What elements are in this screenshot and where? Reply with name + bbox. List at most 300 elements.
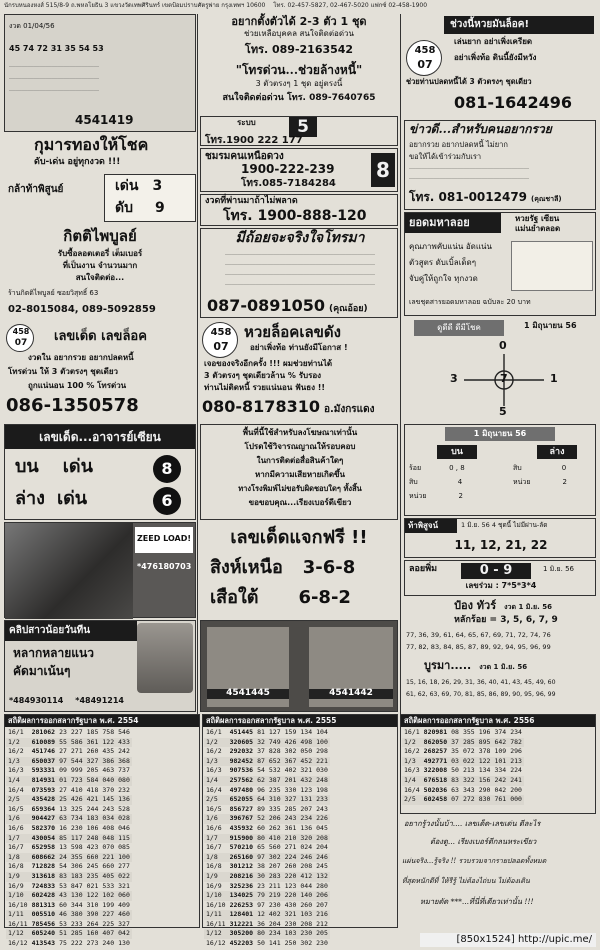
- kitti-address: ร้านกิตติไพบูลย์ ซอยวิสุทธิ์ 63: [8, 289, 99, 297]
- lock-body: อย่าเพิ่งท้อ ท่านยังมีโอกาส !: [250, 343, 348, 352]
- table-cell: 712828: [31, 862, 56, 871]
- table-row: [6, 738, 132, 748]
- table-cell: 320605: [229, 737, 254, 746]
- table-cell: 1/9: [6, 872, 30, 882]
- table-cell: 598: [70, 843, 83, 852]
- table-cell: 37: [451, 737, 459, 746]
- table-cell: 96: [257, 785, 265, 794]
- table-cell: 723: [70, 775, 83, 784]
- lock-phone: 080-8178310: [202, 397, 320, 416]
- zeed-logo: [135, 527, 193, 553]
- table-cell: 758: [102, 728, 115, 736]
- table-cell: 1/2: [204, 738, 228, 748]
- disclaimer-box: [200, 424, 398, 520]
- table-cell: 277: [118, 862, 130, 871]
- table-cell: 219: [268, 891, 281, 900]
- table-row: [204, 882, 330, 892]
- table-row: [204, 872, 330, 882]
- lucky-formula: เลขร่วม : 7*5*3*4: [465, 581, 537, 590]
- nuak-phone: โทร. 1900-888-120: [223, 208, 367, 224]
- table-cell: 042: [118, 929, 130, 938]
- table-cell: 430054: [31, 833, 56, 842]
- promo-photo: [5, 523, 133, 619]
- table-cell: 306: [70, 862, 83, 871]
- table-cell: 302: [300, 939, 313, 948]
- table-cell: 23: [257, 881, 265, 890]
- table-cell: 814931: [31, 775, 56, 784]
- table-cell: 1/4: [6, 776, 30, 786]
- stat-lang-sib: 0: [561, 464, 567, 472]
- table-cell: 122: [102, 737, 115, 746]
- table-row: [402, 747, 524, 757]
- table-cell: 245: [86, 862, 99, 871]
- table-cell: 206: [268, 814, 281, 823]
- table-cell: 380: [70, 910, 83, 919]
- clip-promo-photo: [137, 623, 193, 693]
- table-cell: 183: [86, 814, 99, 823]
- table-row: [204, 728, 330, 738]
- table-cell: 325236: [229, 881, 254, 890]
- table-cell: 782: [510, 737, 522, 746]
- table-row: [402, 776, 524, 786]
- lotto-numbers: 45 74 72 31 35 54 53: [9, 44, 104, 53]
- table-cell: 232: [118, 785, 130, 794]
- col2-top-line2: ช่วยเหลือบุคคล สนใจติดต่อด่วน: [243, 29, 355, 38]
- table-cell: 51: [59, 929, 67, 938]
- table-cell: 405: [102, 871, 115, 880]
- table-cell: 378: [478, 747, 491, 756]
- table-cell: 1/7: [6, 834, 30, 844]
- table-row: [402, 728, 524, 738]
- table-cell: 292032: [229, 747, 254, 756]
- table-cell: 452: [300, 756, 313, 765]
- table-cell: 460: [118, 910, 130, 919]
- table-cell: 230: [300, 929, 313, 938]
- table-cell: 321: [284, 910, 297, 919]
- kumarn-subtitle: ดับ-เด่น อยู่ทุกงวด !!!: [34, 157, 121, 167]
- table-cell: 205: [86, 766, 99, 775]
- table-cell: 1/3: [402, 757, 422, 767]
- table-cell: 235: [268, 785, 281, 794]
- table-cell: 123: [300, 785, 313, 794]
- table-row: [6, 920, 132, 930]
- table-cell: 584: [86, 775, 99, 784]
- table-cell: 211: [268, 881, 281, 890]
- table-cell: 034: [102, 814, 115, 823]
- stats-table-title: สถิติผลการออกสลากรัฐบาล พ.ศ. 2554: [5, 715, 199, 727]
- handwritten-line1: อยากรู้วงนั้นบ้า.... เลขเด็ด-เลขเด่น ดีละไร: [404, 819, 541, 828]
- table-cell: 136: [118, 795, 130, 804]
- sms-promo-card-1: [207, 627, 289, 707]
- table-row: [204, 891, 330, 901]
- table-cell: 828: [268, 747, 281, 756]
- col3-top-label: ช่วงนี้หวยมันล็อค!: [444, 16, 594, 34]
- table-cell: 65: [257, 843, 265, 852]
- table-cell: 117: [70, 833, 83, 842]
- table-cell: 16/9: [206, 881, 222, 890]
- table-cell: 608662: [31, 852, 56, 861]
- achan-den-label: เด่น: [56, 488, 88, 509]
- table-cell: 37: [257, 747, 265, 756]
- handwritten-box: [400, 816, 596, 928]
- table-cell: 213: [510, 756, 522, 765]
- table-cell: 80: [257, 833, 265, 842]
- stat-date-banner: 1 มิถุนายน 56: [445, 427, 555, 441]
- lotto-date: งวด 01/04/56: [9, 22, 55, 30]
- big5-number-box: [289, 117, 317, 137]
- lotto-result-box: งวด 01/04/56 45 74 72 31 35 54 53 ……………………………………… ……………………………………… ……………………………………… 4541419: [4, 14, 196, 132]
- table-cell: 1/3: [204, 757, 228, 767]
- lock-name: อ.มังกรแดง: [323, 404, 375, 415]
- table-cell: 245: [316, 862, 328, 871]
- table-cell: 109: [494, 747, 507, 756]
- table-cell: 1/7: [204, 834, 228, 844]
- table-cell: 216: [316, 910, 328, 919]
- table-cell: 16/11: [8, 919, 28, 928]
- table-cell: 141: [268, 939, 281, 948]
- table-cell: 226: [316, 814, 328, 823]
- free-title: เลขเด็ดแจกฟรี !!: [230, 527, 368, 548]
- dudee-date: 1 มิถุนายน 56: [524, 321, 577, 330]
- table-cell: 605240: [31, 929, 56, 938]
- lotto-phone: 4541419: [75, 113, 134, 127]
- stat-sib-label: สิบ: [513, 464, 522, 472]
- table-cell: 16/3: [206, 766, 222, 775]
- table-cell: 27: [59, 785, 67, 794]
- table-cell: 387: [268, 775, 281, 784]
- table-cell: 1/2: [402, 738, 422, 748]
- disclaimer-line4: หากมีความเสียหายเกิดขึ้น: [255, 470, 345, 479]
- table-cell: 16/1: [8, 728, 24, 736]
- table-cell: 199: [102, 900, 115, 909]
- table-cell: 240: [102, 939, 115, 948]
- table-cell: 83: [451, 775, 459, 784]
- stats-table-body: [204, 728, 330, 949]
- achan-bon-circle: [153, 455, 181, 483]
- table-cell: 50: [257, 939, 265, 948]
- table-cell: 544: [70, 756, 83, 765]
- table-cell: 652: [268, 756, 281, 765]
- kitti-body3: สนใจติดต่อ...: [75, 273, 125, 282]
- table-cell: 206: [316, 891, 328, 900]
- table-cell: 89: [257, 804, 265, 813]
- table-cell: 024: [300, 843, 313, 852]
- stat-nuay-label: หน่วย: [409, 492, 427, 500]
- table-cell: 52: [257, 814, 265, 823]
- table-cell: 16/6: [8, 823, 24, 832]
- den-value: 3: [152, 178, 163, 194]
- table-row: [402, 795, 524, 805]
- table-cell: 16/6: [206, 823, 222, 832]
- table-cell: 09: [59, 766, 67, 775]
- table-cell: 497480: [229, 785, 254, 794]
- table-cell: 264: [86, 919, 99, 928]
- table-cell: 230: [70, 823, 83, 832]
- table-row: [402, 738, 524, 748]
- table-cell: 234: [268, 929, 281, 938]
- lock-body2: เจอของจริงอีกครั้ง !!! ผมช่วยท่านได้: [204, 359, 333, 368]
- table-cell: 073593: [31, 785, 56, 794]
- table-row: [204, 920, 330, 930]
- table-cell: 005510: [31, 910, 56, 919]
- table-cell: 271: [284, 843, 297, 852]
- led-body: งวดใน อยากรวย อยากปลดหนี้: [28, 353, 134, 362]
- table-cell: 97: [59, 756, 67, 765]
- table-cell: 130: [70, 891, 83, 900]
- pong-row2: 77, 82, 83, 84, 85, 87, 89, 92, 94, 95, 96, 99: [406, 643, 551, 651]
- table-cell: 413543: [31, 939, 56, 948]
- table-row: [204, 929, 330, 939]
- table-cell: 16/7: [8, 843, 24, 852]
- table-cell: 16/12: [206, 939, 226, 948]
- masthead-address: นักรบหนองหงส์ 515/8-9 ถ.พหลโยธิน 3 แขวงวัดเทพศิรินทร์ เขตป้อมปราบศัตรูพ่าย กรุงเทพฯ 10600: [4, 2, 266, 9]
- big5-phone: โทร.1900 222 177: [205, 135, 303, 146]
- table-cell: 54: [257, 766, 265, 775]
- yod-footer: เลขชุดสารยอดมหาลอย ฉบับละ 20 บาท: [409, 298, 531, 306]
- table-cell: 546: [118, 728, 130, 736]
- table-cell: 103: [284, 929, 297, 938]
- pong-row1: 77, 36, 39, 61, 64, 65, 67, 69, 71, 72, 74, 76: [406, 631, 551, 639]
- masthead-phones: โทร. 02-457-5827, 02-467-5020 แฟกซ์ 02-458-1900: [273, 2, 428, 9]
- table-cell: 16/8: [8, 862, 24, 871]
- table-cell: 1/2: [6, 738, 30, 748]
- table-cell: 407: [102, 929, 115, 938]
- free-row1-value: 3-6-8: [302, 557, 356, 578]
- disclaimer-line3: ในการติดต่อสื่อสินค้าใดๆ: [256, 456, 344, 465]
- free-row1-label: สิงห์เหนือ: [210, 557, 283, 578]
- table-row: [204, 795, 330, 805]
- table-row: [6, 834, 132, 844]
- table-cell: 312221: [229, 919, 254, 928]
- table-cell: 390: [86, 910, 99, 919]
- table-cell: 862050: [423, 737, 448, 746]
- free-numbers-box: [200, 524, 398, 618]
- table-row: [204, 747, 330, 757]
- khao-body: อยากรวย อยากปลดหนี้ ไม่ยาก: [409, 140, 508, 149]
- stats-table-2556: [400, 714, 596, 814]
- table-cell: 260: [86, 747, 99, 756]
- table-cell: 370: [102, 785, 115, 794]
- table-row: [6, 776, 132, 786]
- table-row: [6, 872, 132, 882]
- table-cell: 16/3: [8, 766, 24, 775]
- pises-box: [404, 518, 596, 558]
- khao-phone: โทร. 081-0012479: [409, 190, 528, 204]
- table-cell: 208: [300, 862, 313, 871]
- zeed-code: *476180703: [137, 562, 192, 571]
- table-cell: 16/5: [8, 804, 24, 813]
- disclaimer-line1: พื้นที่นี้ใช้สำหรับลงโฆษณาเท่านั้น: [242, 428, 358, 437]
- stat-bon-sib: 4: [457, 478, 463, 486]
- col3-top-badge-bottom: 07: [417, 58, 433, 71]
- table-cell: 724833: [31, 881, 56, 890]
- table-cell: 408: [102, 823, 115, 832]
- led-title: เลขเด็ด เลขล็อค: [54, 329, 147, 344]
- kumarn-name: กล้าท้าพิสูนย์: [8, 184, 64, 195]
- lock-body4: ท่านไม่ติดหนี้ รวยแน่นอน ฟันธง !!: [204, 383, 326, 392]
- table-cell: 355: [462, 728, 475, 736]
- table-cell: 610089: [31, 737, 56, 746]
- table-cell: 75: [59, 939, 67, 948]
- sms-phone-1: 4541445: [207, 689, 289, 699]
- led-body3: ถูกแน่นอน 100 % โทรด่วน: [28, 381, 127, 390]
- table-cell: 128401: [229, 910, 254, 919]
- stat-lang-nuay: 2: [562, 478, 567, 486]
- kumarn-title: กุมารทองให้โชค: [34, 135, 149, 154]
- table-cell: 676518: [423, 775, 448, 784]
- table-cell: 225: [102, 919, 115, 928]
- handwritten-line3: แผ่นจริง...รู้จริง !! รวบรวมจากรายปลอดทั้งหมด: [402, 857, 547, 865]
- table-cell: 204: [316, 843, 328, 852]
- table-cell: 03: [451, 756, 459, 765]
- table-cell: 221: [316, 756, 328, 765]
- table-cell: 042: [494, 785, 507, 794]
- table-cell: 310: [86, 900, 99, 909]
- table-cell: 830: [478, 795, 491, 804]
- table-cell: 196: [478, 728, 491, 736]
- table-cell: 24: [59, 852, 67, 861]
- footer-url[interactable]: [850x1524] http://upic.me/: [420, 933, 596, 947]
- table-cell: 402: [284, 766, 297, 775]
- table-cell: 050: [300, 747, 313, 756]
- sms-promo-box: [200, 620, 398, 712]
- table-cell: 243: [102, 804, 115, 813]
- diagram-left: 3: [450, 372, 458, 385]
- pises-numbers: 11, 12, 21, 22: [454, 538, 548, 552]
- table-cell: 321: [118, 881, 130, 890]
- table-cell: 62: [257, 775, 265, 784]
- lucky-label: ลอยพิ่ม: [409, 564, 438, 574]
- table-cell: 361: [284, 823, 297, 832]
- club-box: [200, 148, 398, 192]
- table-cell: 271: [70, 747, 83, 756]
- table-cell: 183: [70, 871, 83, 880]
- table-row: [6, 805, 132, 815]
- handwritten-line4: ที่สุดหนักดีที่ ให้รีรู้ ไม่ต้องไถ่บน ไม่ต้องเดิน: [402, 877, 530, 885]
- table-cell: 16/1: [206, 728, 222, 736]
- table-cell: 16/2: [404, 747, 420, 756]
- big5-label: ระบบ: [237, 118, 256, 127]
- table-cell: 1/12: [6, 929, 30, 939]
- table-cell: 313618: [31, 871, 56, 880]
- stats-table-title: สถิติผลการออกสลากรัฐบาล พ.ศ. 2556: [401, 715, 595, 727]
- column-divider: [400, 14, 401, 714]
- table-cell: 131: [300, 795, 313, 804]
- table-cell: 302: [284, 747, 297, 756]
- led-badge-top: 458: [12, 327, 30, 336]
- lock-badge-bottom: 07: [213, 340, 229, 353]
- table-cell: 159: [284, 728, 297, 736]
- col3-top-badge: [406, 40, 442, 76]
- khao-body2: ขอให้ได้เข้าร่วมกับเรา: [409, 152, 482, 161]
- table-cell: 321: [300, 766, 313, 775]
- table-cell: 268257: [423, 747, 448, 756]
- table-cell: 330: [284, 785, 297, 794]
- table-cell: 123: [284, 881, 297, 890]
- table-cell: 12: [257, 910, 265, 919]
- table-row: [204, 843, 330, 853]
- table-cell: 907536: [229, 766, 254, 775]
- table-cell: 915900: [229, 833, 254, 842]
- table-cell: 000: [510, 795, 522, 804]
- table-row: [6, 795, 132, 805]
- stat-lang-header: ล่าง: [537, 445, 577, 459]
- sms-phone-2: 4541442: [309, 689, 393, 699]
- dab-value: 9: [154, 200, 165, 216]
- table-cell: 79: [257, 891, 265, 900]
- clip-promo-subtitle: หลากหลายแนว: [13, 646, 94, 660]
- table-cell: 048: [102, 833, 115, 842]
- led-box: [4, 322, 196, 422]
- achan-den-label: เด่น: [62, 456, 93, 477]
- stats-table-2555: [202, 714, 398, 948]
- table-cell: 022: [462, 756, 475, 765]
- led-badge: [6, 324, 34, 352]
- table-cell: 55: [59, 737, 67, 746]
- buram-row1: 15, 16, 18, 26, 29, 31, 36, 40, 41, 43, 45, 49, 60: [406, 679, 556, 686]
- table-cell: 248: [86, 833, 99, 842]
- yod-box: [404, 212, 596, 316]
- table-cell: 028: [118, 814, 130, 823]
- table-cell: 982452: [229, 756, 254, 765]
- table-cell: 103: [300, 910, 313, 919]
- kumarn-box: [4, 134, 196, 226]
- zeed-box: [4, 522, 196, 618]
- table-cell: 430: [284, 900, 297, 909]
- table-cell: 734: [70, 814, 83, 823]
- table-cell: 205: [316, 929, 328, 938]
- table-cell: 642: [494, 737, 507, 746]
- table-cell: 46: [59, 910, 67, 919]
- table-cell: 602458: [423, 795, 448, 804]
- achan-title: เลขเด็ด...อาจารย์เซียน: [5, 425, 195, 449]
- lock-badge: [202, 322, 238, 358]
- table-cell: 320: [300, 833, 313, 842]
- disclaimer-line6: ขอขอบคุณ...เรียงเบอร์ดีเขียว: [248, 498, 352, 507]
- clip-promo-subtitle2: คัดมาเน้นๆ: [13, 664, 71, 678]
- table-cell: 122: [86, 891, 99, 900]
- table-cell: 298: [316, 747, 328, 756]
- table-cell: 2/5: [402, 795, 422, 805]
- table-cell: 080: [118, 775, 130, 784]
- table-cell: 221: [102, 852, 115, 861]
- pises-text: 1 มิ.ย. 56 4 ชุดนี้ ไม่มีผ่าน-ลัด: [461, 521, 548, 529]
- table-cell: 243: [316, 804, 328, 813]
- table-cell: 185: [86, 728, 99, 736]
- stat-sib-label: สิบ: [409, 478, 418, 486]
- table-cell: 60: [59, 900, 67, 909]
- pong-date: งวด 1 มิ.ย. 56: [504, 603, 552, 611]
- table-cell: 652055: [229, 795, 254, 804]
- table-cell: 16/8: [206, 862, 222, 871]
- table-cell: 044: [300, 881, 313, 890]
- table-cell: 302: [268, 852, 281, 861]
- table-cell: 134025: [229, 891, 254, 900]
- jing-name: (คุณอ้อย): [328, 304, 368, 314]
- table-cell: 115: [118, 833, 130, 842]
- col2-top-phone: โทร. 089-2163542: [244, 43, 354, 56]
- table-cell: 426: [70, 795, 83, 804]
- table-cell: 022: [118, 871, 130, 880]
- table-cell: 38: [257, 862, 265, 871]
- table-cell: 97: [257, 852, 265, 861]
- handwritten-line5: หมายตัด ***...ที่นี่ที่เดียวเท่านั้น !!!: [420, 897, 534, 906]
- table-cell: 847: [70, 881, 83, 890]
- table-cell: 410: [268, 833, 281, 842]
- table-row: [6, 814, 132, 824]
- table-cell: 234: [300, 814, 313, 823]
- table-cell: 432: [300, 775, 313, 784]
